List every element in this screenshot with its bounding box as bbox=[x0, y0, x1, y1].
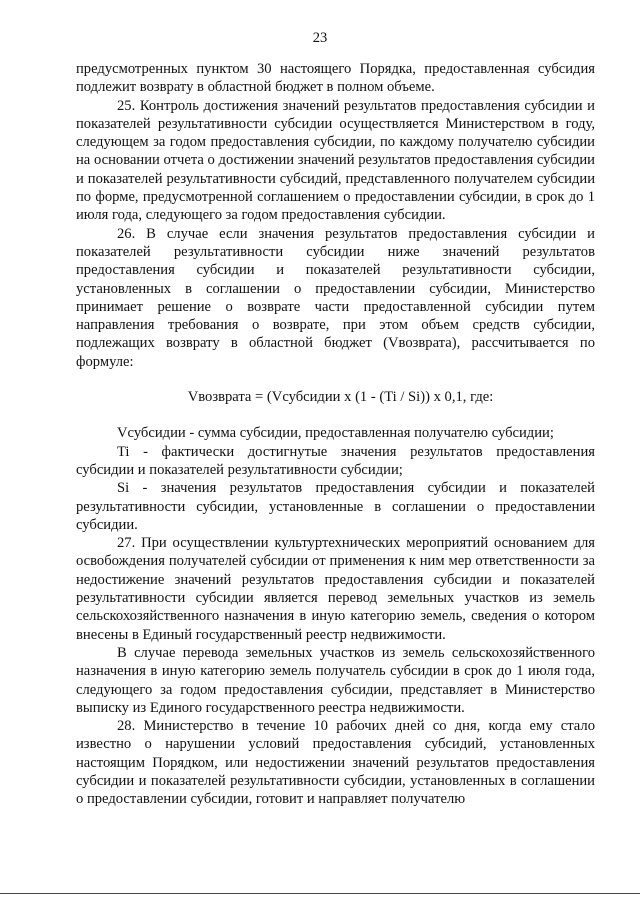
page-number: 23 bbox=[312, 30, 328, 46]
formula: Vвозврата = (Vсубсидии x (1 - (Ti / Si)) x 0,1, где: bbox=[187, 389, 494, 406]
paragraph-28: 28. Министерство в течение 10 рабочих дней со дня, когда ему стало известно о нарушении условий предоставления субсидий, установленных настоящим Порядком, или недостижении значений результатов предоставления субсидии и показателей результативности субсидии, установленных в соглашении о предоставлении субсидии, готовит и направляет получателю bbox=[76, 718, 595, 808]
page-bottom-edge bbox=[0, 893, 640, 894]
definition-vsubsidii: Vсубсидии - сумма субсидии, предоставленная получателю субсидии; bbox=[117, 425, 554, 442]
paragraph-25: 25. Контроль достижения значений результатов предоставления субсидии и показателей результативности субсидии осуществляется Министерством в году, следующем за годом предоставления субсидии, по каждому получателю субсидии на основании отчета о достижении значений результатов предоставления субсидии и показателей результативности субсидий, представленного получателем субсидии по форме, предусмотренной соглашением о предоставлении субсидии, в срок до 1 июля года, следующего за годом предоставления субсидии. bbox=[76, 97, 595, 224]
definition-ti: Ti - фактически достигнутые значения результатов предоставления субсидии и показателей результативности субсидии; bbox=[76, 443, 595, 478]
paragraph-27: 27. При осуществлении культуртехнических мероприятий основанием для освобождения получателей субсидии от применения к ним мер ответственности за недостижение значений результатов предоставления субсидии и показателей результативности субсидии является перевод земельных участков из земель сельскохозяйственного назначения в иную категорию земель, сведения о котором внесены в Единый государственный реестр недвижимости. bbox=[76, 535, 595, 643]
paragraph-26: 26. В случае если значения результатов предоставления субсидии и показателей результативности субсидии ниже значений результатов предоставления субсидии и показателей результативности субсидии, установленных в соглашении о предоставлении субсидии, Министерство принимает решение о возврате части предоставленной субсидии путем направления требования о возврате, при этом объем средств субсидии, подлежащих возврату в областной бюджет (Vвозврата), рассчитывается по формуле: bbox=[76, 225, 595, 370]
paragraph-continuation: предусмотренных пунктом 30 настоящего Порядка, предоставленная субсидия подлежит возврату в областной бюджет в полном объеме. bbox=[76, 61, 595, 96]
document-body bbox=[76, 60, 595, 809]
definition-si: Si - значения результатов предоставления субсидии и показателей результативности субсидии, установленные в соглашении о предоставлении субсидии. bbox=[76, 480, 595, 533]
paragraph-27-continued: В случае перевода земельных участков из земель сельскохозяйственного назначения в иную категорию земель получатель субсидии в срок до 1 июля года, следующего за годом предоставления субсидии, представляет в Министерство выписку из Единого государственного реестра недвижимости. bbox=[76, 644, 595, 716]
